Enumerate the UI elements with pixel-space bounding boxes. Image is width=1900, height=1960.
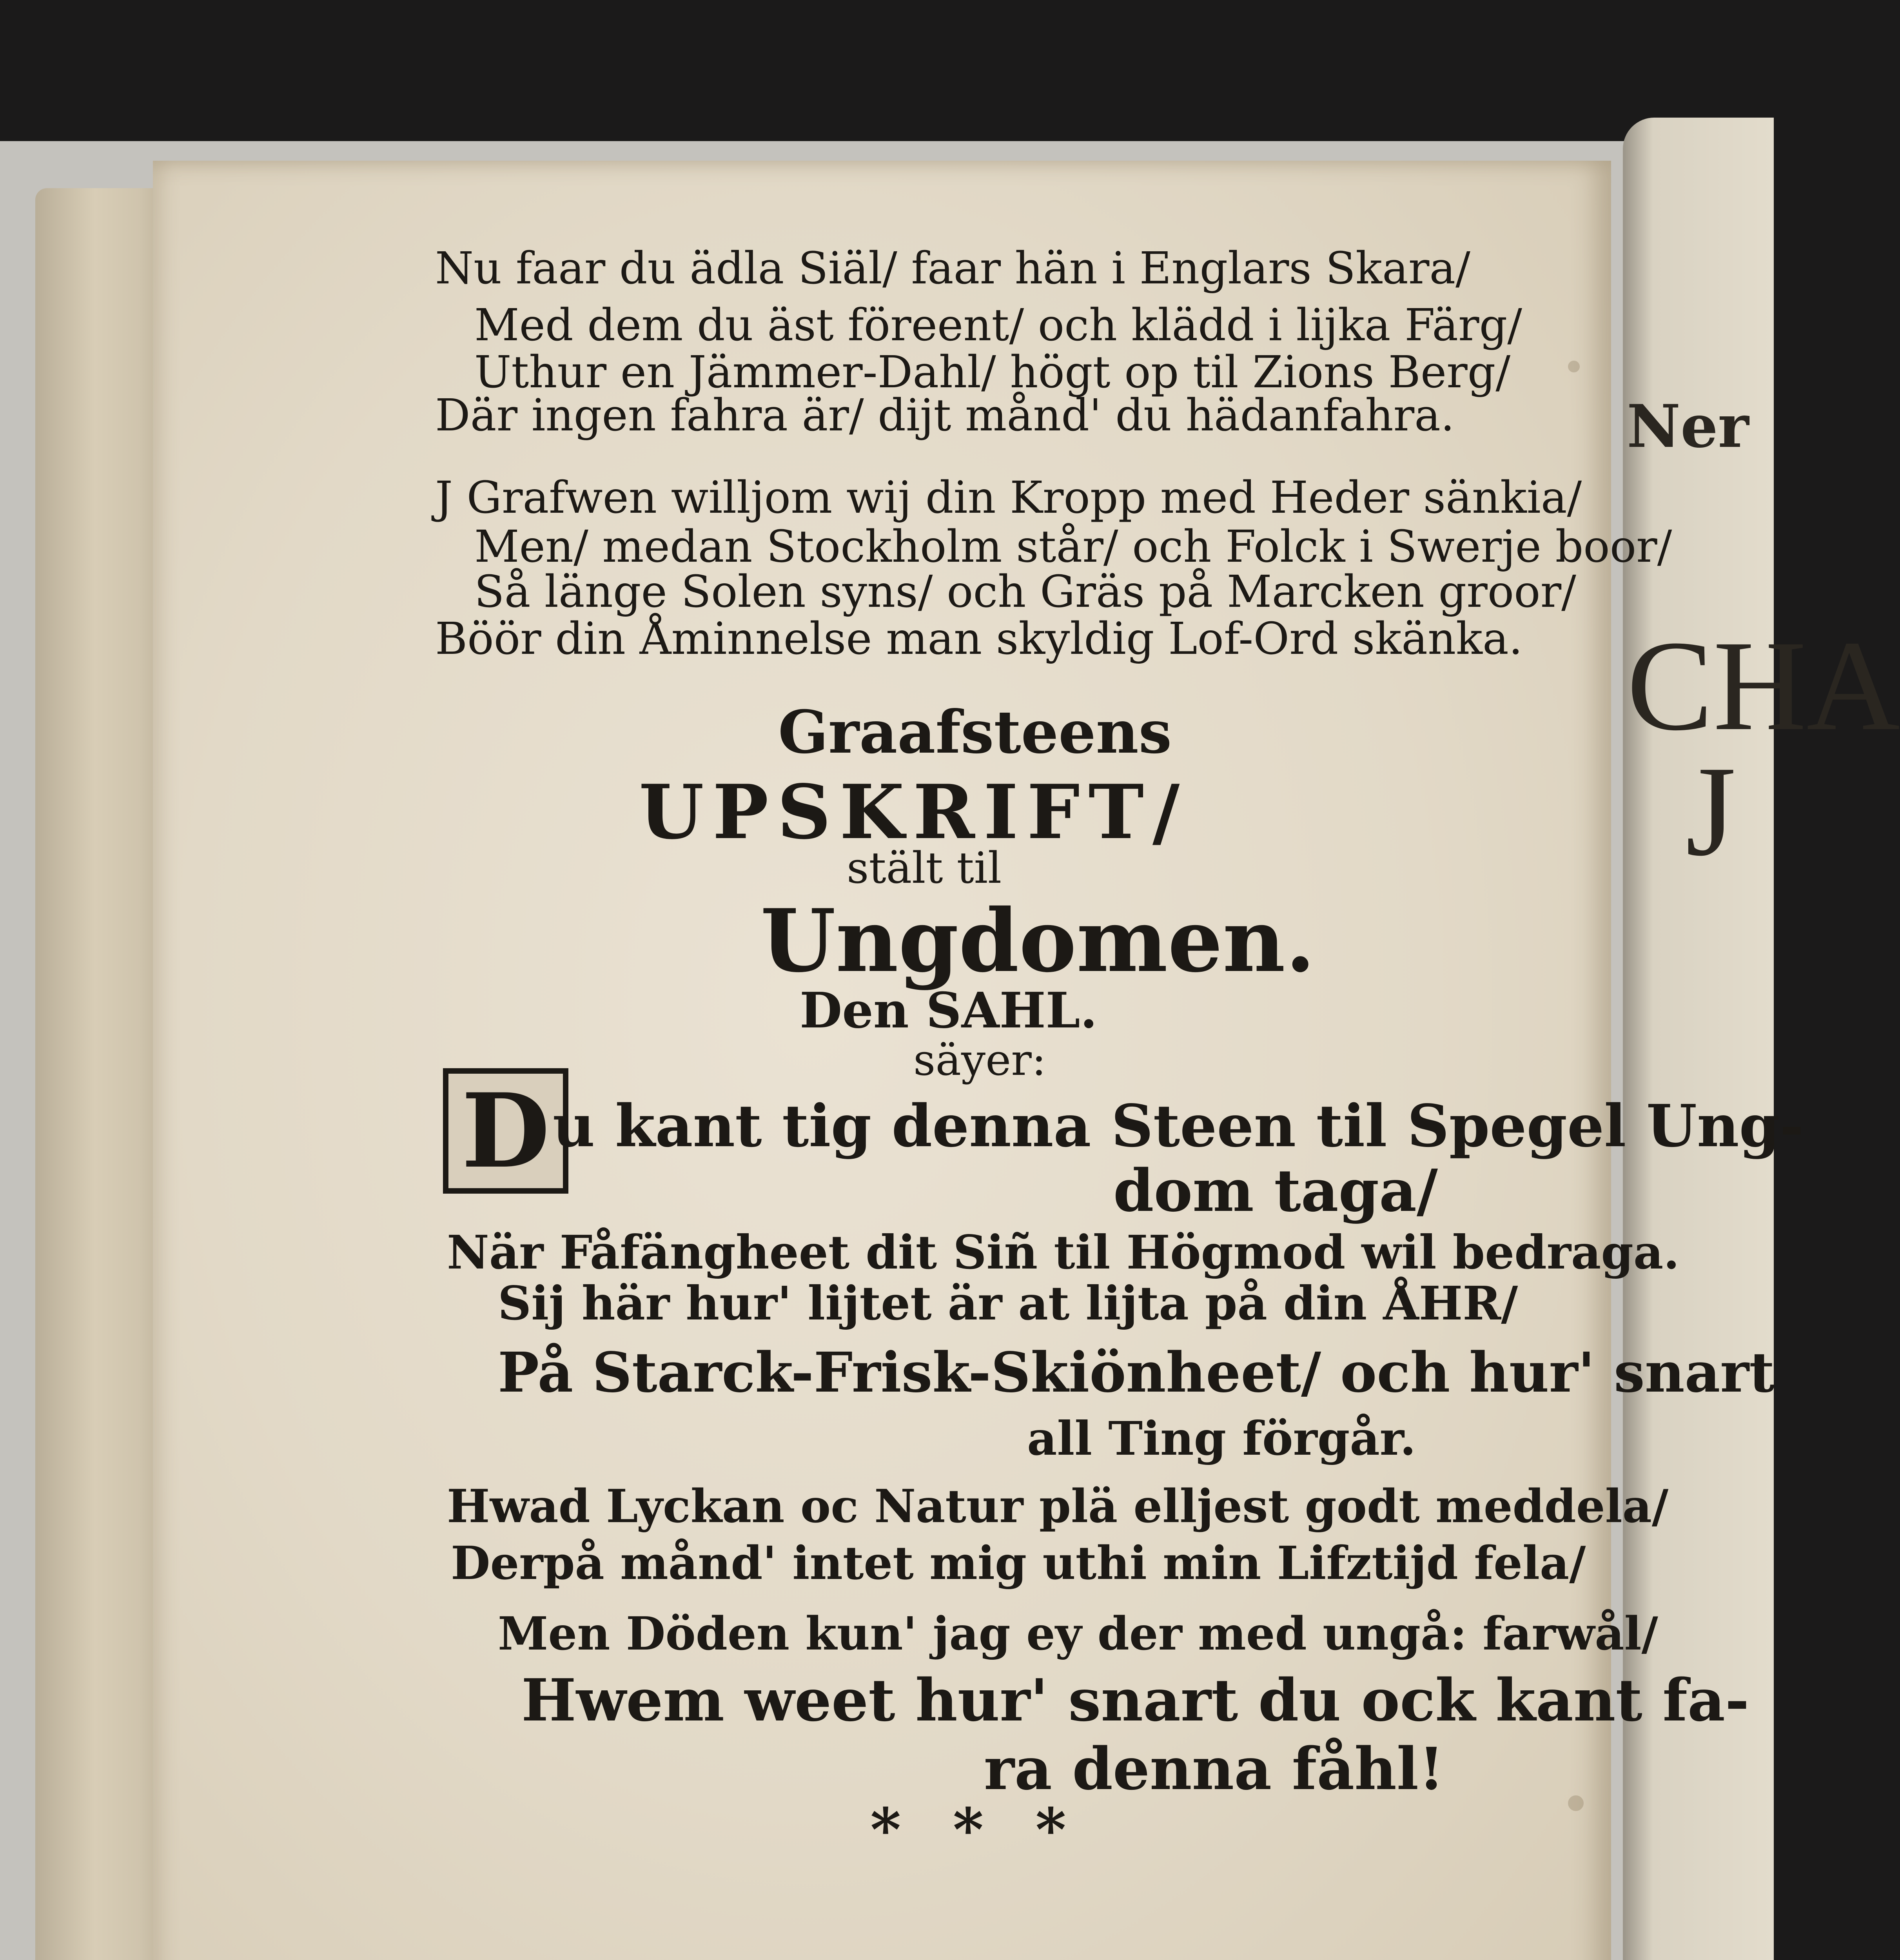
stanza2-line: J Grafwen willjom wij din Kropp med Heder sänkia/ (435, 472, 1582, 523)
stanza2-line: Men/ medan Stockholm står/ och Folck i Swerje boor/ (474, 521, 1672, 572)
inscription-line: På Starck-Frisk-Skiönheet/ och hur' snart (498, 1341, 1775, 1405)
inscription-line: Men Döden kun' jag ey der med ungå: farwål/ (498, 1607, 1658, 1661)
heading-title: UPSKRIFT/ (639, 768, 1189, 856)
stanza1-line: Med dem du äst föreent/ och klädd i lijka Färg/ (474, 300, 1523, 351)
inscription-line: När Fåfängheet dit Siñ til Högmod wil bedraga. (447, 1225, 1680, 1279)
decorated-initial: D (443, 1068, 568, 1194)
inscription-line: Hwad Lyckan oc Natur plä elljest godt meddela/ (447, 1480, 1669, 1533)
stanza2-line: Böör din Åminnelse man skyldig Lof-Ord skänka. (435, 613, 1523, 664)
inscription-line: dom taga/ (1113, 1156, 1438, 1225)
facing-page-title-2: J (1686, 740, 1736, 883)
facing-page-word: Ner (1627, 392, 1749, 461)
inscription-line: Derpå månd' intet mig uthi min Lifztijd fela/ (451, 1537, 1586, 1590)
inscription-line: ra denna fåhl! (984, 1735, 1445, 1803)
facing-page-title: CHA (1627, 614, 1900, 757)
heading-line: stält til (847, 843, 1002, 893)
stanza1-line: Nu faar du ädla Siäl/ faar hän i Englars Skara/ (435, 243, 1470, 294)
inscription-line: Sij här hur' lijtet är at lijta på din ÅHR/ (498, 1276, 1518, 1330)
heading-title: Ungdomen. (760, 890, 1316, 991)
stain (1568, 361, 1580, 372)
inscription-line: all Ting förgår. (1027, 1411, 1416, 1466)
stanza1-line: Uthur en Jämmer-Dahl/ högt op til Zions Berg/ (474, 347, 1511, 398)
heading-line: säyer: (913, 1035, 1046, 1085)
stain (1568, 1795, 1584, 1811)
ornament: * * * (870, 1795, 1082, 1864)
stanza1-line: Där ingen fahra är/ dijt månd' du hädanfahra. (435, 390, 1455, 441)
inscription-line: u kant tig denna Steen til Spegel Ung- (553, 1092, 1804, 1160)
inscription-line: Hwem weet hur' snart du ock kant fa- (521, 1666, 1749, 1734)
heading-line: Den SAHL. (800, 982, 1098, 1039)
stanza2-line: Så länge Solen syns/ och Gräs på Marcken groor/ (474, 566, 1576, 617)
heading-line: Graafsteens (778, 698, 1172, 767)
